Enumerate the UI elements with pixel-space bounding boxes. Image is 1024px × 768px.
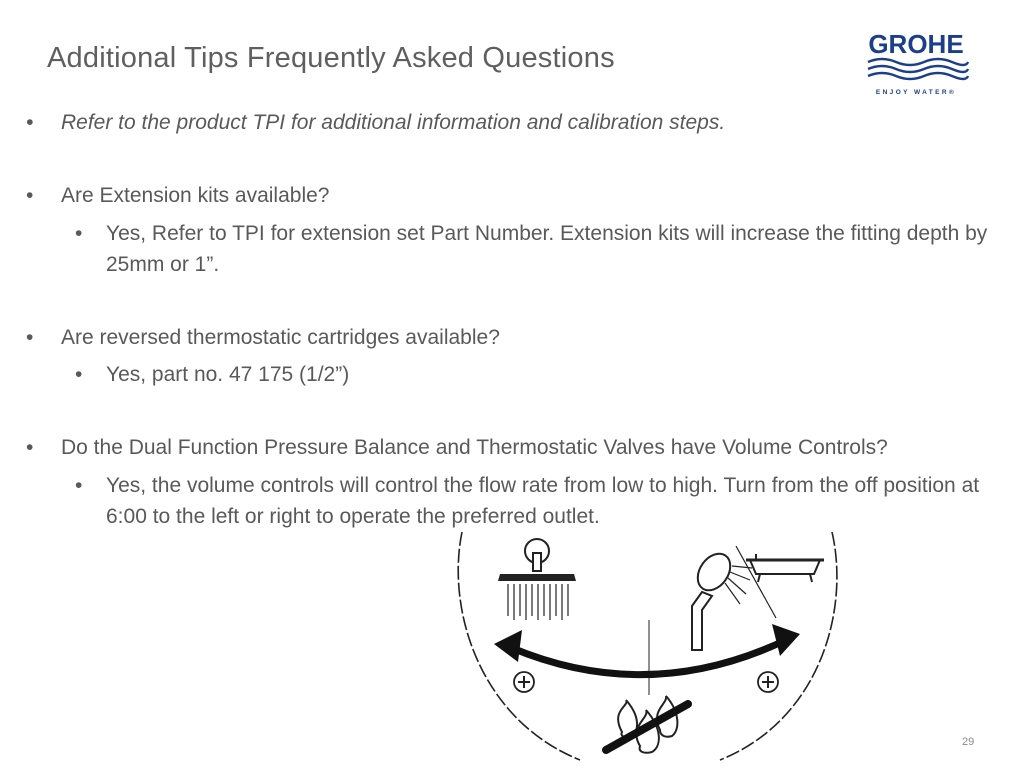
bathtub-icon (746, 554, 824, 582)
faq-question-volume: • Do the Dual Function Pressure Balance and Thermostatic Valves have Volume Controls? (61, 432, 1001, 463)
shower-head-icon (498, 539, 576, 620)
grohe-logo (860, 28, 972, 100)
faq-answer-extension: • Yes, Refer to TPI for extension set Part Number. Extension kits will increase the fitting depth by 25mm or 1”. (106, 218, 1001, 280)
faq-bullet-tpi: • Refer to the product TPI for additional information and calibration steps. (61, 107, 1001, 138)
slide-title: Additional Tips Frequently Asked Questions (47, 42, 615, 74)
hand-shower-icon (691, 548, 752, 650)
faq-question-reversed: • Are reversed thermostatic cartridges available? (61, 322, 1001, 353)
faq-answer-reversed: • Yes, part no. 47 175 (1/2”) (106, 359, 1001, 390)
faq-question-extension: • Are Extension kits available? (61, 180, 1001, 211)
logo-brand-text: GROHE (868, 29, 964, 59)
water-drops-off-icon (606, 696, 688, 753)
volume-control-dial-illustration (440, 520, 860, 768)
faq-answer-volume: • Yes, the volume controls will control the flow rate from low to high. Turn from the off position at 6:00 to the left or right to operate the preferred outlet. (106, 470, 1001, 532)
page-number: 29 (962, 736, 975, 748)
logo-tagline-text: ENJOY WATER® (875, 89, 957, 96)
